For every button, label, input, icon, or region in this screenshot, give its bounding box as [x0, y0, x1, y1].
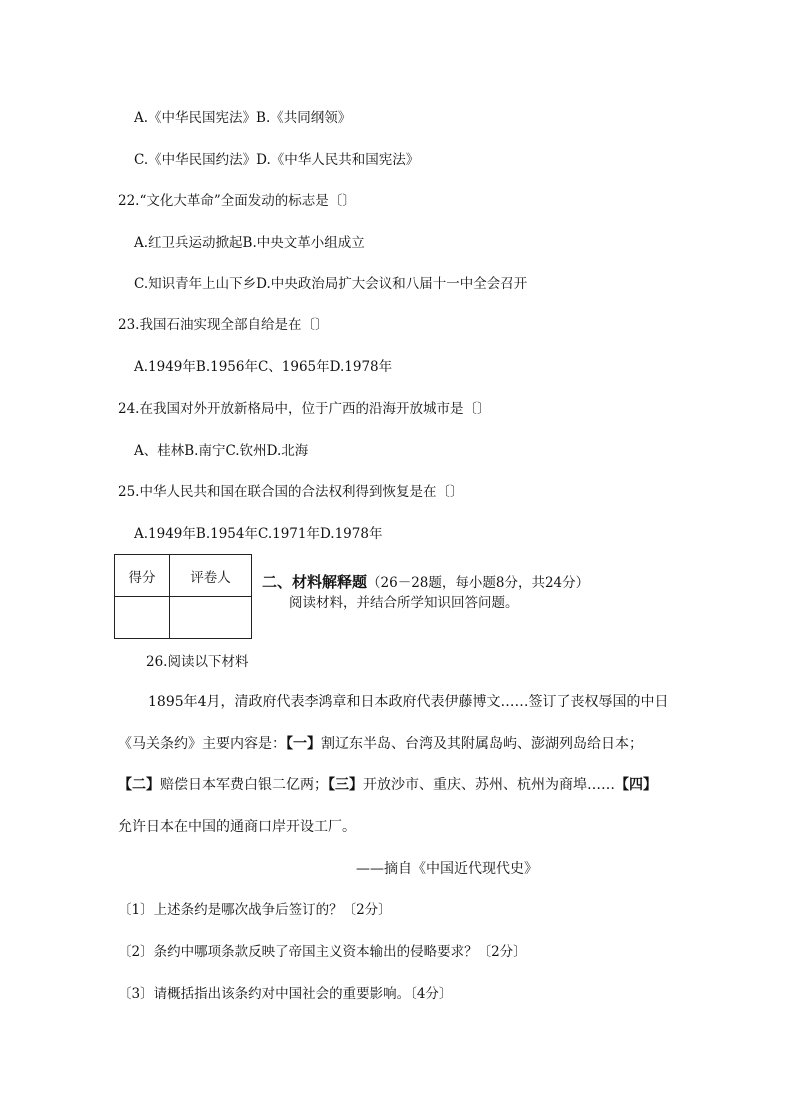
q26-para1: 1895年4月，清政府代表李鸿章和日本政府代表伊藤博文……签订了丧权辱国的中日	[148, 694, 669, 710]
q22-option-ab: A.红卫兵运动掀起B.中央文革小组成立	[134, 235, 365, 251]
q26-para3-mid: 赔偿日本军费白银二亿两；	[160, 777, 328, 793]
score-header: 得分	[115, 555, 170, 597]
q26-source: ——摘自《中国近代现代史》	[356, 861, 538, 877]
q26-para2-post: 割辽东半岛、台湾及其附属岛屿、澎湖列岛给日本；	[321, 736, 643, 752]
q26-sub2: 〔2〕条约中哪项条款反映了帝国主义资本输出的侵略要求？〔2分〕	[118, 944, 527, 960]
q26-para3	[118, 776, 657, 794]
clause-1-marker: 【一】	[286, 736, 321, 752]
section-2-title: 二、材料解释题	[262, 573, 368, 591]
section-2-instruction: 阅读材料，并结合所学知识回答问题。	[289, 595, 519, 611]
q23-stem: 23.我国石油实现全部自给是在〔〕	[118, 317, 329, 333]
score-table	[114, 554, 252, 639]
q26-stem: 26.阅读以下材料	[146, 654, 249, 670]
q26-para2	[118, 735, 643, 753]
q25-stem: 25.中华人民共和国在联合国的合法权利得到恢复是在〔〕	[118, 484, 464, 500]
q25-options: A.1949年B.1954年C.1971年D.1978年	[134, 526, 383, 542]
clause-2-marker: 【二】	[118, 777, 160, 793]
section-2-note: （26－28题，每小题8分，共24分）	[367, 575, 590, 591]
q26-para4: 允许日本在中国的通商口岸开设工厂。	[118, 819, 356, 835]
grader-header: 评卷人	[170, 555, 252, 597]
q24-stem: 24.在我国对外开放新格局中，位于广西的沿海开放城市是〔〕	[118, 401, 491, 417]
q26-sub3: 〔3〕请概括指出该条约对中国社会的重要影响。〔4分〕	[118, 986, 453, 1002]
q21-option-ab: A.《中华民国宪法》B.《共同纲领》	[134, 110, 352, 126]
section-2-heading	[262, 571, 589, 592]
q22-option-cd: C.知识青年上山下乡D.中央政治局扩大会议和八届十一中全会召开	[134, 276, 528, 292]
q23-options: A.1949年B.1956年C、1965年D.1978年	[134, 359, 393, 375]
q21-option-cd: C.《中华民国约法》D.《中华人民共和国宪法》	[134, 152, 420, 168]
q26-para2-pre: 《马关条约》主要内容是：	[118, 736, 286, 752]
q24-options: A、桂林B.南宁C.钦州D.北海	[134, 443, 309, 459]
q26-para3-post: 开放沙市、重庆、苏州、杭州为商埠……	[363, 777, 615, 793]
q26-sub1: 〔1〕上述条约是哪次战争后签订的？〔2分〕	[118, 902, 392, 918]
score-cell[interactable]	[115, 597, 170, 639]
grader-cell[interactable]	[170, 597, 252, 639]
clause-4-marker: 【四】	[615, 777, 657, 793]
clause-3-marker: 【三】	[328, 777, 363, 793]
q22-stem: 22.“文化大革命”全面发动的标志是〔〕	[118, 193, 356, 209]
